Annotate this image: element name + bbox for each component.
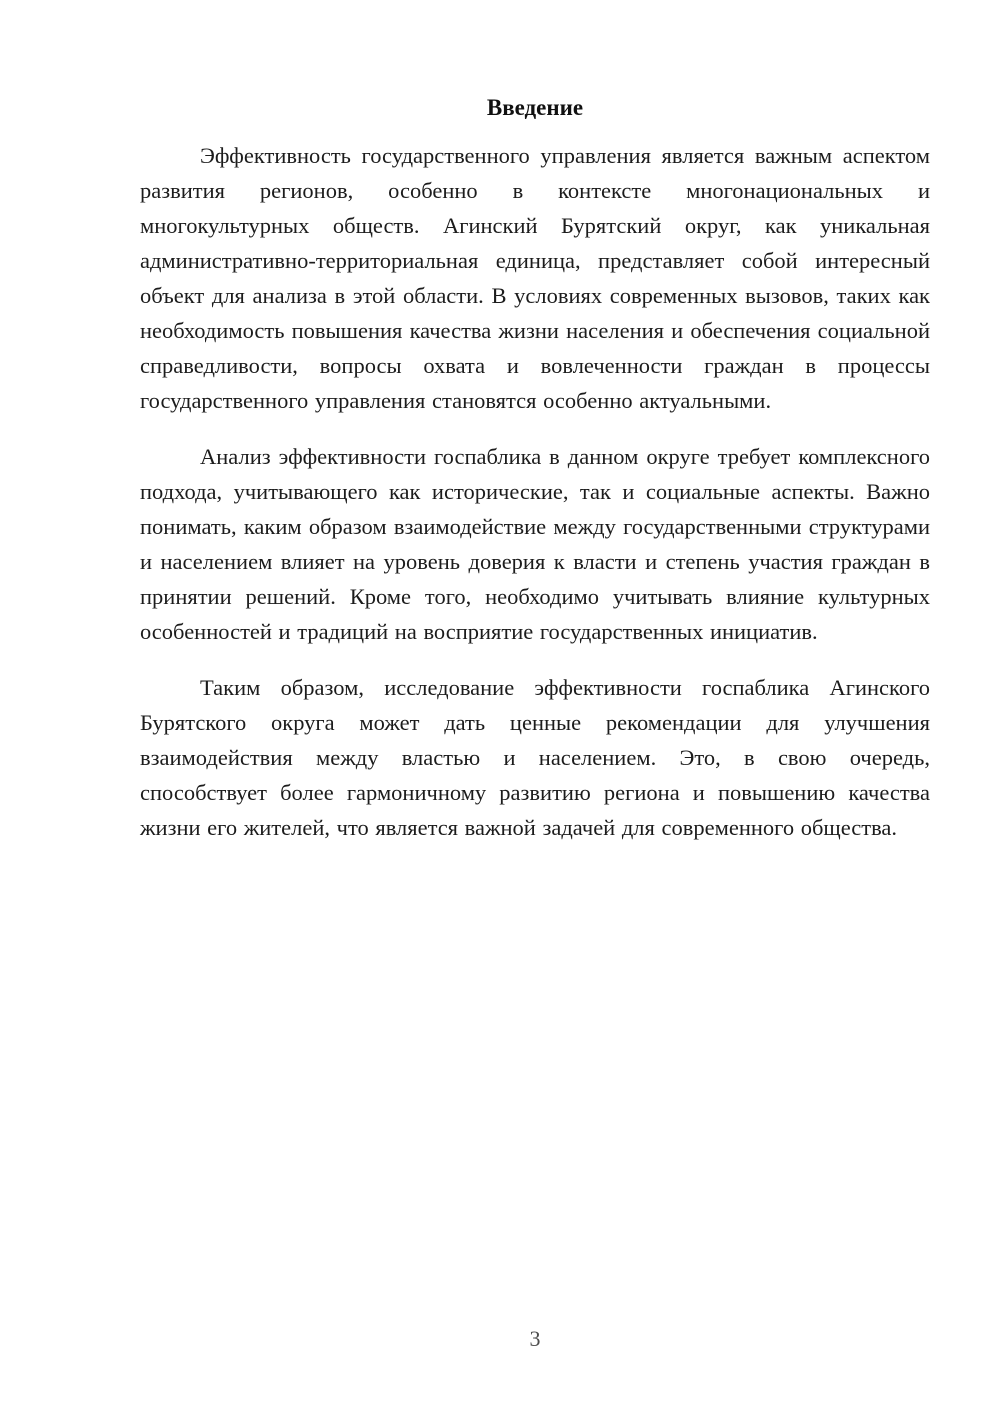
paragraph-3: Таким образом, исследование эффективности госпаблика Агинского Бурятского округа может дать ценные рекомендации для улучшения взаимодействия между властью и населением. Это, в свою очередь, способствует более гармоничному развитию региона и повышению качества жизни его жителей, что является важной задачей для современного общества. [140, 675, 930, 840]
paragraph-1: Эффективность государственного управления является важным аспектом развития регионов, особенно в контексте многонациональных и многокультурных обществ. Агинский Бурятский округ, как уникальная административно-территориальная единица, представляет собой интересный объект для анализа в этой области. В условиях современных вызовов, таких как необходимость повышения качества жизни населения и обеспечения социальной справедливости, вопросы охвата и вовлеченности граждан в процессы государственного управления становятся особенно актуальными. [140, 143, 930, 413]
document-body [140, 90, 930, 866]
section-title: Введение [486, 95, 584, 120]
page-number: 3 [529, 1326, 541, 1351]
paragraph-2: Анализ эффективности госпаблика в данном округе требует комплексного подхода, учитывающего как исторические, так и социальные аспекты. Важно понимать, каким образом взаимодействие между государственными структурами и населением влияет на уровень доверия к власти и степень участия граждан в принятии решений. Кроме того, необходимо учитывать влияние культурных особенностей и традиций на восприятие государственных инициатив. [140, 444, 930, 644]
